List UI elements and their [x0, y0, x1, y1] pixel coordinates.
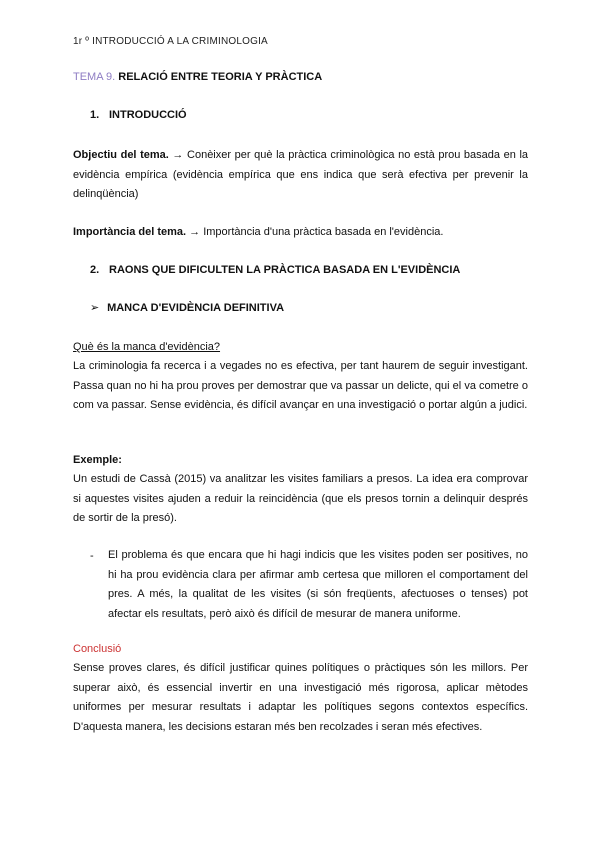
- topic-title: [73, 71, 322, 83]
- section-heading-1: [90, 109, 187, 121]
- example-paragraph: Un estudi de Cassà (2015) va analitzar les visites familiars a presos. La idea era comprovar si aquestes visites ajuden a reduir la reincidència (que els presos tornin a delinquir després de sortir de la presó).: [73, 473, 528, 524]
- example-label: Exemple:: [73, 454, 122, 466]
- importance-label: Importància del tema.: [73, 226, 187, 238]
- page-header: 1r º INTRODUCCIÓ A LA CRIMINOLOGIA: [73, 36, 268, 47]
- section-heading-2: [90, 264, 460, 276]
- section-1-number: 1.: [90, 109, 100, 121]
- section-2-number: 2.: [90, 264, 100, 276]
- importance-paragraph: [73, 223, 528, 243]
- subsection-title: MANCA D'EVIDÈNCIA DEFINITIVA: [107, 302, 285, 314]
- topic-number: TEMA 9.: [73, 71, 116, 83]
- arrowhead-icon: ➢: [90, 302, 100, 314]
- conclusion-paragraph: Sense proves clares, és difícil justificar quines polítiques o pràctiques són les millors. Per superar això, és essencial invertir en una investigació més rigorosa, aplicar mètodes uniformes per mesurar resultats i adaptar les polítiques segons contextos específics. D'aquesta manera, les decisions estaran més ben recolzades i seran més efectives.: [73, 662, 528, 733]
- bullet-paragraph: El problema és que encara que hi hagi indicis que les visites poden ser positives, no hi ha prou evidència clara per afirmar amb certesa que milloren el comportament del pres. A més, la qualitat de les visites (si són freqüents, afectuoses o tenses) pot afectar els resultats, però això és difícil de mesurar de manera uniforme.: [108, 549, 528, 620]
- conclusion-label: Conclusió: [73, 643, 122, 655]
- section-1-title: INTRODUCCIÓ: [109, 109, 187, 121]
- objective-text: → Conèixer per què la pràctica criminològica no està prou basada en la evidència empírica (evidència empírica que ens indica que serà efectiva per prevenir la delinqüència): [73, 149, 529, 200]
- objective-paragraph: [73, 146, 528, 205]
- section-2-title: RAONS QUE DIFICULTEN LA PRÀCTICA BASADA EN L'EVIDÈNCIA: [109, 264, 461, 276]
- subsection-heading: [90, 301, 284, 314]
- importance-text: → Importància d'una pràctica basada en l'evidència.: [186, 226, 444, 238]
- question-heading: Què és la manca d'evidència?: [73, 341, 221, 353]
- question-paragraph: La criminologia fa recerca i a vegades no es efectiva, per tant haurem de seguir investigant. Passa quan no hi ha prou proves per demostrar que va passar un delicte, qui el va cometre o com va passar. Sense evidència, és difícil avançar en una investigació o portar algún a judici.: [73, 360, 528, 411]
- topic-title-text: RELACIÓ ENTRE TEORIA Y PRÀCTICA: [118, 71, 323, 83]
- objective-label: Objectiu del tema.: [73, 149, 169, 161]
- bullet-dash: -: [90, 550, 94, 562]
